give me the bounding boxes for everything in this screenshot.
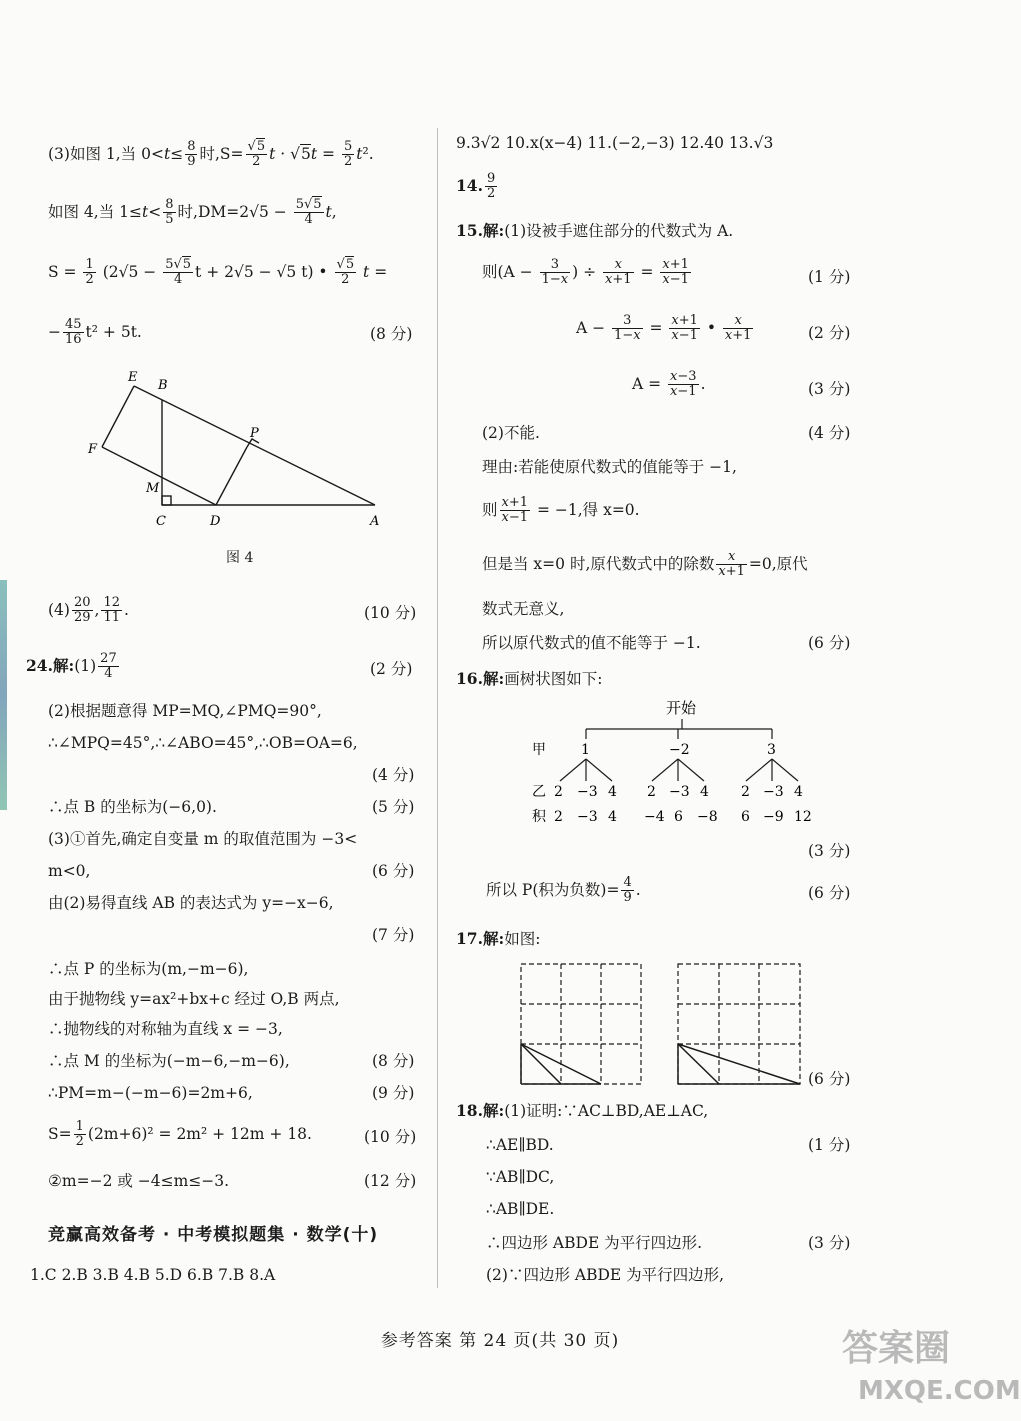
page-footer: 参考答案 第 24 页(共 30 页) [380, 1331, 620, 1351]
grid-figures [515, 958, 815, 1088]
section-title: 竞赢高效备考 · 中考模拟题集 · 数学(十) [48, 1225, 379, 1245]
tree-l2-item: 4 [608, 784, 617, 800]
score: (8 分) [370, 325, 413, 343]
label-B: B [158, 378, 168, 393]
q24-line: m<0, [48, 862, 91, 880]
score: (6 分) [372, 862, 415, 880]
q18-line: ∴AB∥DE. [486, 1200, 555, 1218]
tree-l2-item: −3 [577, 784, 598, 800]
label-A: A [370, 514, 380, 529]
score: (5 分) [372, 798, 415, 816]
watermark-logo: 答案圈 [842, 1328, 951, 1369]
score: (3 分) [808, 1234, 851, 1252]
q24-line: ∴PM=m−(−m−6)=2m+6, [48, 1084, 253, 1102]
tree-product: −8 [697, 809, 718, 825]
figure-caption: 图 4 [226, 550, 254, 566]
score: (3 分) [808, 380, 851, 398]
q24-line: (2)根据题意得 MP=MQ,∠PMQ=90°, [48, 702, 322, 720]
score: (1 分) [808, 268, 851, 286]
q24-line: 由于抛物线 y=ax²+bx+c 经过 O,B 两点, [48, 990, 340, 1008]
score: (8 分) [372, 1052, 415, 1070]
tree-label-ji: 积 [532, 809, 546, 825]
tree-product: −3 [577, 809, 598, 825]
score: (6 分) [808, 634, 851, 652]
q24-line: ∴点 M 的坐标为(−m−6,−m−6), [48, 1052, 290, 1070]
score: (10 分) [364, 1128, 417, 1146]
q17-head: 17.解:如图: [456, 929, 541, 948]
q24-line: 由(2)易得直线 AB 的表达式为 y=−x−6, [48, 894, 334, 912]
mc-answers: 1.C 2.B 3.B 4.B 5.D 6.B 7.B 8.A [30, 1266, 276, 1284]
score: (6 分) [808, 884, 851, 902]
part4-line: (4) $\frac{20}{29}$ , $\frac{12}{11}$ . [48, 595, 129, 626]
tree-start: 开始 [666, 699, 697, 717]
q24-line: ∴∠MPQ=45°,∴∠ABO=45°,∴OB=OA=6, [48, 734, 358, 752]
label-M: M [146, 481, 160, 496]
s-expression: S = $\frac{1}{2}$ (2√5 − $\frac{5√5}{4}$ t + 2√5 − √5 t) • $\frac{√5}{2}$ t = [48, 257, 388, 288]
q18-line: ∴AE∥BD. [486, 1136, 554, 1154]
tree-l2-item: 4 [700, 784, 709, 800]
label-E: E [128, 370, 138, 385]
tree-label-yi: 乙 [532, 784, 546, 800]
q18-line: ∵AB∥DC, [486, 1168, 555, 1186]
q14: 14. $\frac{9}{2}$ [456, 171, 496, 202]
score: (3 分) [808, 842, 851, 860]
q24-line: ∴点 B 的坐标为(−6,0). [48, 798, 217, 816]
q24-line: ②m=−2 或 −4≤m≤−3. [48, 1172, 230, 1190]
label-P: P [250, 426, 259, 441]
score: (10 分) [364, 604, 417, 622]
score: (4 分) [808, 424, 851, 442]
q15-part2: (2)不能. [482, 424, 540, 442]
tree-l2-item: 2 [554, 784, 563, 800]
q16-head: 16.解:画树状图如下: [456, 669, 603, 688]
label-C: C [156, 514, 166, 529]
q24-line: (3)①首先,确定自变量 m 的取值范围为 −3< [48, 830, 358, 848]
figure-4 [80, 365, 400, 565]
score: (6 分) [808, 1070, 851, 1088]
score: (1 分) [808, 1136, 851, 1154]
q15-reason: 理由:若能使原代数式的值能等于 −1, [482, 458, 737, 476]
q15-eq1: 则(A − $\frac{3}{1-x}$ ) ÷ $\frac{x}{x+1}$ = $\frac{x+1}{x-1}$ [482, 257, 689, 288]
score: (9 分) [372, 1084, 415, 1102]
label-F: F [88, 442, 98, 457]
tree-l2-item: 4 [794, 784, 803, 800]
q15-but: 但是当 x=0 时,原代数式中的除数 $\frac{x}{x+1}$ =0,原代 [482, 549, 808, 580]
q24-part1: 24.解:(1) $\frac{27}{4}$ [26, 651, 117, 682]
score: (7 分) [372, 926, 415, 944]
tree-l2-item: −3 [763, 784, 784, 800]
label-D: D [210, 514, 221, 529]
tree-label-jia: 甲 [532, 742, 546, 758]
score: (2 分) [808, 324, 851, 342]
part3-line2: 如图 4,当 1≤t< $\frac{8}{5}$ 时,DM=2√5 − $\frac{5√5}{4}$ t, [48, 197, 337, 228]
score: (4 分) [372, 766, 415, 784]
score: (12 分) [364, 1172, 417, 1190]
tree-l2-item: −3 [669, 784, 690, 800]
tree-l2-item: 2 [741, 784, 750, 800]
tree-l1-item: 1 [581, 742, 590, 758]
tree-product: −4 [644, 809, 665, 825]
tree-product: −9 [763, 809, 784, 825]
tree-l2-item: 2 [647, 784, 656, 800]
tree-l1-item: 3 [767, 742, 776, 758]
q15-part1: 15.解:(1)设被手遮住部分的代数式为 A. [456, 221, 734, 240]
watermark-url: MXQE.COM [858, 1376, 1021, 1406]
tree-product: 2 [554, 809, 563, 825]
q16-conclusion: 所以 P(积为负数)= $\frac{4}{9}$ . [486, 875, 641, 906]
q15-eq3: A = $\frac{x-3}{x-1}$ . [632, 369, 706, 400]
q15-then: 则 $\frac{x+1}{x-1}$ = −1,得 x=0. [482, 495, 640, 526]
tree-diagram [520, 695, 840, 835]
s-result: − $\frac{45}{16}$ t² + 5t. [48, 317, 142, 348]
tree-product: 4 [608, 809, 617, 825]
q15-conclusion: 所以原代数式的值不能等于 −1. [482, 634, 701, 652]
q18-line: (2)∵四边形 ABDE 为平行四边形, [486, 1266, 725, 1284]
q24-line: ∴抛物线的对称轴为直线 x = −3, [48, 1020, 283, 1038]
q18-head: 18.解:(1)证明:∵AC⊥BD,AE⊥AC, [456, 1101, 709, 1120]
fill-answers: 9.3√2 10.x(x−4) 11.(−2,−3) 12.40 13.√3 [456, 134, 774, 152]
tree-product: 6 [741, 809, 750, 825]
tree-l1-item: −2 [669, 742, 690, 758]
q15-eq2: A − $\frac{3}{1-x}$ = $\frac{x+1}{x-1}$ • $\frac{x}{x+1}$ [576, 313, 752, 344]
q24-line: S= $\frac{1}{2}$ (2m+6)² = 2m² + 12m + 18. [48, 1119, 312, 1150]
score: (2 分) [370, 660, 413, 678]
q24-line: ∴点 P 的坐标为(m,−m−6), [48, 960, 249, 978]
q15-meaning: 数式无意义, [482, 600, 565, 618]
column-divider [437, 128, 438, 1288]
q18-line: ∴四边形 ABDE 为平行四边形. [486, 1234, 703, 1252]
part3-line: (3)如图 1,当 0<t≤ $\frac{8}{9}$ 时,S= $\frac{√5}{2}$ t · √5t = $\frac{5}{2}$ t². [48, 139, 374, 170]
tree-product: 6 [674, 809, 683, 825]
scan-edge-strip [0, 580, 7, 810]
tree-product: 12 [794, 809, 812, 825]
